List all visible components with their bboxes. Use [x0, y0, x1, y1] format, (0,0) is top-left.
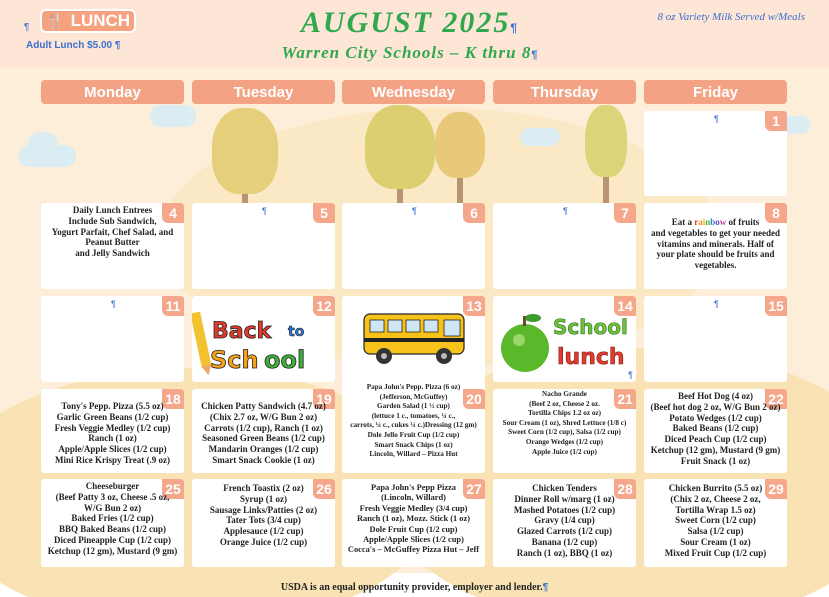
day-cell-25	[41, 479, 184, 567]
day-cell-19	[192, 389, 335, 473]
pilcrow-mark: ¶	[412, 206, 417, 216]
day-cell-27	[342, 479, 485, 567]
day-cell-22	[644, 389, 787, 473]
day-number: 14	[614, 296, 636, 316]
cloud-icon	[520, 128, 560, 146]
menu-text: Chicken Tenders Dinner Roll w/marg (1 oz) Mashed Potatoes (1/2 cup) Gravy (1/4 cup) Glazed Carrots (1/2 cup) Banana (1/2 cup) Ranch (1 oz), BBQ (1 oz)	[513, 483, 616, 558]
menu-text: Beef Hot Dog (4 oz) (Beef hot dog 2 oz, W/G Bun 2 oz) Potato Wedges (1/2 cup) Baked Beans (1/2 cup) Diced Peach Cup (1/2 cup) Ketchup (12 gm), Mustard (9 gm) Fruit Snack (1 oz)	[650, 391, 781, 466]
day-header-thursday: Thursday	[493, 80, 636, 104]
pilcrow-mark: ¶	[24, 22, 30, 33]
day-cell-20	[342, 381, 485, 473]
day-number: 29	[765, 479, 787, 499]
day-cell-6	[342, 203, 485, 289]
day-cell-11	[41, 296, 184, 382]
day-number: 12	[313, 296, 335, 316]
back-to-school-art	[192, 304, 335, 376]
fork-knife-icon: 🍴	[45, 13, 65, 30]
day-number: 8	[765, 203, 787, 223]
lunch-badge	[40, 9, 136, 33]
footer-statement: USDA is an equal opportunity provider, employer and lender.¶	[280, 582, 549, 593]
day-number: 19	[313, 389, 335, 409]
day-number: 5	[313, 203, 335, 223]
cloud-icon	[150, 105, 196, 127]
day-cell-13	[342, 296, 485, 382]
day-cell-4	[41, 203, 184, 289]
menu-text: Tony's Pepp. Pizza (5.5 oz) Garlic Green Beans (1/2 cup) Fresh Veggie Medley (1/2 cup) Ranch (1 oz) Apple/Apple Slices (1/2 cup) Mini Rice Krispy Treat (.9 oz)	[54, 401, 171, 465]
menu-text: Daily Lunch Entrees Include Sub Sandwich, Yogurt Parfait, Chef Salad, and Peanut Butter and Jelly Sandwich	[51, 205, 174, 259]
adult-lunch-price: Adult Lunch $5.00 ¶	[26, 40, 121, 51]
svg-text:lunch: lunch	[557, 345, 625, 370]
cloud-icon	[28, 132, 58, 156]
svg-text:Sch: Sch	[210, 346, 259, 374]
day-header-monday: Monday	[41, 80, 184, 104]
day-number: 20	[463, 389, 485, 409]
lunch-label: LUNCH	[70, 11, 131, 30]
svg-text:to: to	[288, 324, 305, 340]
day-number: 25	[162, 479, 184, 499]
day-cell-1	[644, 111, 787, 196]
day-cell-12	[192, 296, 335, 382]
day-cell-26	[192, 479, 335, 567]
day-number: 21	[614, 389, 636, 409]
day-number: 7	[614, 203, 636, 223]
menu-text: Nacho Grande (Beef 2 oz, Cheese 2 oz. Tortilla Chips 1.2 oz oz) Sour Cream (1 oz), Shred Lettuce (1/8 c) Sweet Corn (1/2 cup), Salsa (1/2 cup) Orange Wedges (1/2 cup) Apple Juice (1/2 cup)	[502, 390, 627, 456]
day-cell-28	[493, 479, 636, 567]
day-number: 1	[765, 111, 787, 131]
menu-text: Eat a rainbow of fruits and vegetables to get your needed vitamins and minerals. Half of your plate should be fruits and vegetables.	[650, 217, 781, 271]
day-header-tuesday: Tuesday	[192, 80, 335, 104]
day-number: 11	[162, 296, 184, 316]
pilcrow-mark: ¶	[628, 370, 633, 380]
svg-text:Back: Back	[212, 319, 272, 344]
day-cell-14	[493, 296, 636, 382]
day-number: 13	[463, 296, 485, 316]
menu-text: French Toastix (2 oz) Syrup (1 oz) Sausage Links/Patties (2 oz) Tater Tots (3/4 cup) Applesauce (1/2 cup) Orange Juice (1/2 cup)	[209, 483, 318, 547]
day-header-wednesday: Wednesday	[342, 80, 485, 104]
day-number: 4	[162, 203, 184, 223]
day-number: 26	[313, 479, 335, 499]
day-number: 6	[463, 203, 485, 223]
menu-text: Papa John's Pepp. Pizza (6 oz) (Jefferson, McGuffey) Garden Salad (1 ½ cup) (lettuce 1 c., tomatoes, ¼ c., carrots, ¼ c., cukes ¼ c.)Dressing (12 gm) Dole Jello Fruit Cup (1/2 cup) Smart Snack Chips (1 oz) Lincoln, Willard – Pizza Hut	[350, 383, 477, 459]
menu-text: Papa John's Pepp Pizza (Lincoln, Willard) Fresh Veggie Medley (3/4 cup) Ranch (1 oz), Mozz. Stick (1 oz) Dole Fruit Cup (1/2 cup) Apple/Apple Slices (1/2 cup) Cocca's – McGuffey Pizza Hut – Jeff	[347, 483, 480, 555]
page-title: AUGUST 2025¶	[300, 6, 520, 39]
day-cell-8	[644, 203, 787, 289]
day-cell-7	[493, 203, 636, 289]
pilcrow-mark: ¶	[563, 206, 568, 216]
svg-text:ool: ool	[264, 346, 306, 374]
day-cell-18	[41, 389, 184, 473]
day-header-friday: Friday	[644, 80, 787, 104]
day-number: 27	[463, 479, 485, 499]
day-number: 22	[765, 389, 787, 409]
day-number: 18	[162, 389, 184, 409]
day-number: 15	[765, 296, 787, 316]
pilcrow-mark: ¶	[714, 114, 719, 124]
menu-text: Cheeseburger (Beef Patty 3 oz, Cheese .5 oz, W/G Bun 2 oz) Baked Fries (1/2 cup) BBQ Baked Beans (1/2 cup) Diced Pineapple Cup (1/2 cup) Ketchup (12 gm), Mustard (9 gm)	[47, 481, 178, 556]
menu-text: Chicken Patty Sandwich (4.7 oz) (Chix 2.7 oz, W/G Bun 2 oz) Carrots (1/2 cup), Ranch (1 oz) Seasoned Green Beans (1/2 cup) Mandarin Oranges (1/2 cup) Smart Snack Cookie (1 oz)	[201, 401, 326, 465]
pilcrow-mark: ¶	[111, 299, 116, 309]
pilcrow-mark: ¶	[714, 299, 719, 309]
day-cell-15	[644, 296, 787, 382]
school-lunch-art	[497, 302, 633, 376]
school-bus-icon	[360, 308, 470, 370]
day-number: 28	[614, 479, 636, 499]
svg-text:School: School	[553, 315, 628, 339]
day-cell-29	[644, 479, 787, 567]
menu-text: Chicken Burrito (5.5 oz) (Chix 2 oz, Cheese 2 oz, Tortilla Wrap 1.5 oz) Sweet Corn (1/2 cup) Salsa (1/2 cup) Sour Cream (1 oz) Mixed Fruit Cup (1/2 cup)	[664, 483, 767, 558]
day-cell-21	[493, 389, 636, 473]
pilcrow-mark: ¶	[262, 206, 267, 216]
day-cell-5	[192, 203, 335, 289]
milk-note: 8 oz Variety Milk Served w/Meals	[657, 11, 805, 23]
page-subtitle: Warren City Schools – K thru 8¶	[281, 43, 539, 62]
